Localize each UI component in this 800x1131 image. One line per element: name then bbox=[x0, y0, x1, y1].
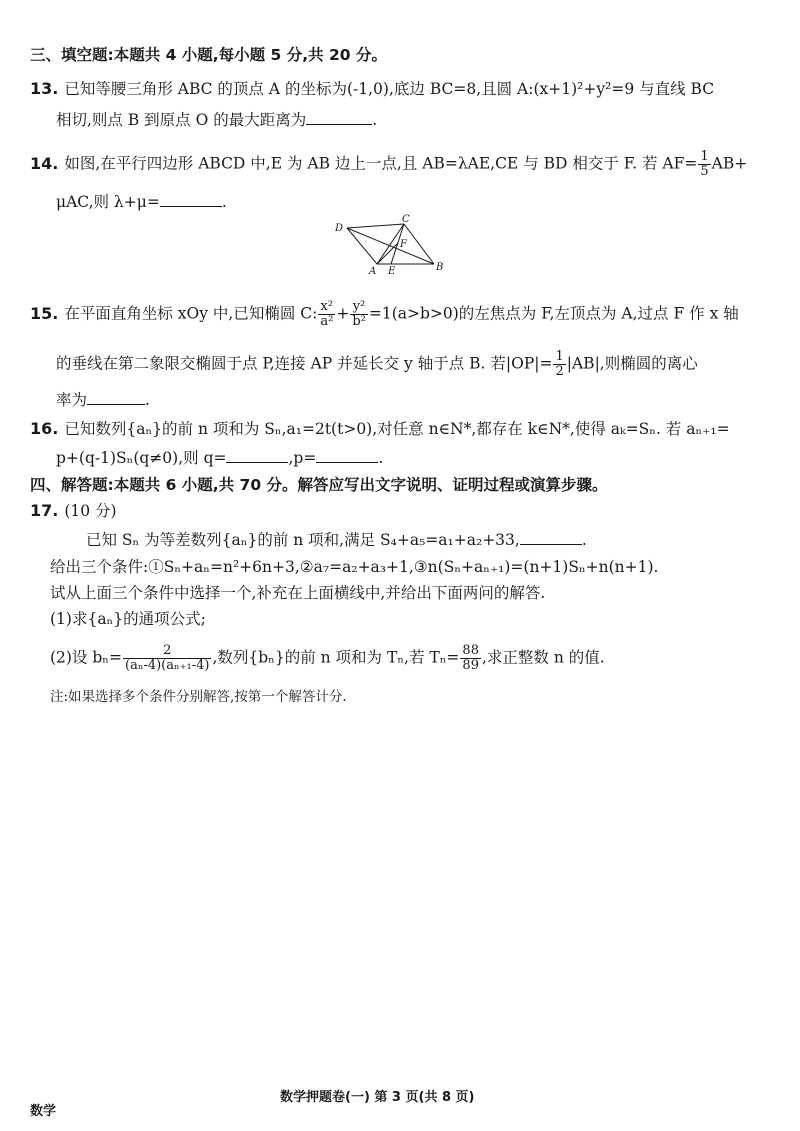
q16-text2b: ,p= bbox=[288, 449, 317, 467]
q14-line2: μAC,则 λ+μ= . bbox=[56, 190, 227, 213]
q17-text1: 已知 Sₙ 为等差数列{aₙ}的前 n 项和,满足 S₄+a₅=a₁+a₂+33, bbox=[86, 531, 520, 549]
footer-subject: 数学 bbox=[30, 1104, 57, 1119]
q17-score: (10 分) bbox=[64, 502, 117, 520]
section4-heading: 四、解答题:本题共 6 小题,共 70 分。解答应写出文字说明、证明过程或演算步骤。 bbox=[30, 476, 608, 494]
label-d: D bbox=[335, 223, 344, 234]
parallelogram-figure bbox=[325, 214, 455, 276]
q13-line2: 相切,则点 B 到原点 O 的最大距离为 . bbox=[56, 108, 377, 131]
label-a: A bbox=[369, 266, 377, 276]
q15-text1b: =1(a>b>0)的左焦点为 F,左顶点为 A,过点 F 作 x 轴 bbox=[368, 304, 739, 323]
q15-line1 bbox=[30, 300, 739, 329]
q17-part2-text-a: (2)设 bₙ= bbox=[50, 648, 122, 667]
edge-dc bbox=[347, 224, 404, 228]
q14-fraction: $\frac{1}{5}$ bbox=[700, 149, 709, 179]
label-e: E bbox=[388, 266, 396, 276]
q17-line3: 试从上面三个条件中选择一个,补充在上面横线中,并给出下面两问的解答. bbox=[50, 584, 546, 602]
q15-frac-x: $\frac{\text{x²}}{\text{a²}}$ bbox=[320, 299, 334, 329]
q15-answer-blank[interactable] bbox=[87, 388, 145, 405]
q16-p-blank[interactable] bbox=[316, 446, 378, 463]
q15-text2b: |AB|,则椭圆的离心 bbox=[566, 354, 698, 373]
q14-text1b: AB+ bbox=[711, 154, 748, 173]
q15-frac-half: $\frac{1}{2}$ bbox=[555, 349, 564, 379]
q15-text3: 率为 bbox=[56, 391, 88, 409]
q17-number: 17. bbox=[30, 501, 59, 520]
q16-text1: 已知数列{aₙ}的前 n 项和为 Sₙ,a₁=2t(t>0),对任意 n∈N*,都存在 k∈N*,使得 aₖ=Sₙ. 若 aₙ₊₁= bbox=[64, 420, 730, 438]
q17-tn-fraction: $\frac{88}{89}$ bbox=[462, 643, 479, 673]
q13-answer-blank[interactable] bbox=[306, 108, 372, 125]
q15-number: 15. bbox=[30, 303, 59, 323]
q17-condition-blank[interactable] bbox=[520, 528, 582, 545]
q13-number: 13. bbox=[30, 79, 59, 98]
q17-part2-text-c: ,求正整数 n 的值. bbox=[481, 648, 605, 667]
q17-part2 bbox=[50, 644, 605, 673]
q13-line1 bbox=[30, 78, 714, 100]
q16-q-blank[interactable] bbox=[226, 446, 288, 463]
q17-line2: 给出三个条件:①Sₙ+aₙ=n²+6n+3,②a₇=a₂+a₃+1,③n(Sₙ+aₙ₊₁)=(n+1)Sₙ+n(n+1). bbox=[50, 558, 659, 576]
q14-number: 14. bbox=[30, 153, 59, 173]
q16-line2: p+(q-1)Sₙ(q≠0),则 q= ,p= . bbox=[56, 446, 383, 469]
q14-text2: μAC,则 λ+μ= bbox=[56, 193, 160, 211]
q15-frac-y: $\frac{\text{y²}}{\text{b²}}$ bbox=[352, 299, 366, 329]
q17-line1: 已知 Sₙ 为等差数列{aₙ}的前 n 项和,满足 S₄+a₅=a₁+a₂+33, . bbox=[86, 528, 587, 551]
q14-line1 bbox=[30, 150, 747, 179]
section3-heading: 三、填空题:本题共 4 小题,每小题 5 分,共 20 分。 bbox=[30, 46, 387, 64]
q14-text1a: 如图,在平行四边形 ABCD 中,E 为 AB 边上一点,且 AB=λAE,CE 与 BD 相交于 F. 若 AF= bbox=[64, 154, 698, 173]
q16-text2a: p+(q-1)Sₙ(q≠0),则 q= bbox=[56, 449, 227, 467]
footer-page-info: 数学押题卷(一) 第 3 页(共 8 页) bbox=[280, 1090, 475, 1105]
q17-note: 注:如果选择多个条件分别解答,按第一个解答计分. bbox=[50, 689, 347, 705]
q15-line3: 率为 . bbox=[56, 388, 150, 411]
q17-part1: (1)求{aₙ}的通项公式; bbox=[50, 610, 206, 628]
q16-line1 bbox=[30, 418, 730, 440]
q17-bn-fraction: $\frac{2}{\text{(aₙ-4)(aₙ₊₁-4)}}$ bbox=[125, 643, 210, 673]
q15-line2 bbox=[56, 350, 698, 379]
label-c: C bbox=[402, 214, 410, 225]
q15-text1a: 在平面直角坐标 xOy 中,已知椭圆 C: bbox=[64, 304, 318, 323]
q17-part2-text-b: ,数列{bₙ}的前 n 项和为 Tₙ,若 Tₙ= bbox=[212, 648, 460, 667]
q15-text2a: 的垂线在第二象限交椭圆于点 P,连接 AP 并延长交 y 轴于点 B. 若|OP|= bbox=[56, 354, 553, 373]
q17-header bbox=[30, 500, 117, 522]
edge-ad bbox=[347, 228, 377, 264]
q13-text1: 已知等腰三角形 ABC 的顶点 A 的坐标为(-1,0),底边 BC=8,且圆 A:(x+1)²+y²=9 与直线 BC bbox=[64, 80, 715, 98]
label-f: F bbox=[400, 239, 407, 250]
q16-number: 16. bbox=[30, 419, 59, 438]
q14-answer-blank[interactable] bbox=[160, 190, 222, 207]
q15-plus: + bbox=[336, 304, 350, 323]
label-b: B bbox=[436, 262, 444, 273]
q13-text2: 相切,则点 B 到原点 O 的最大距离为 bbox=[56, 111, 307, 129]
